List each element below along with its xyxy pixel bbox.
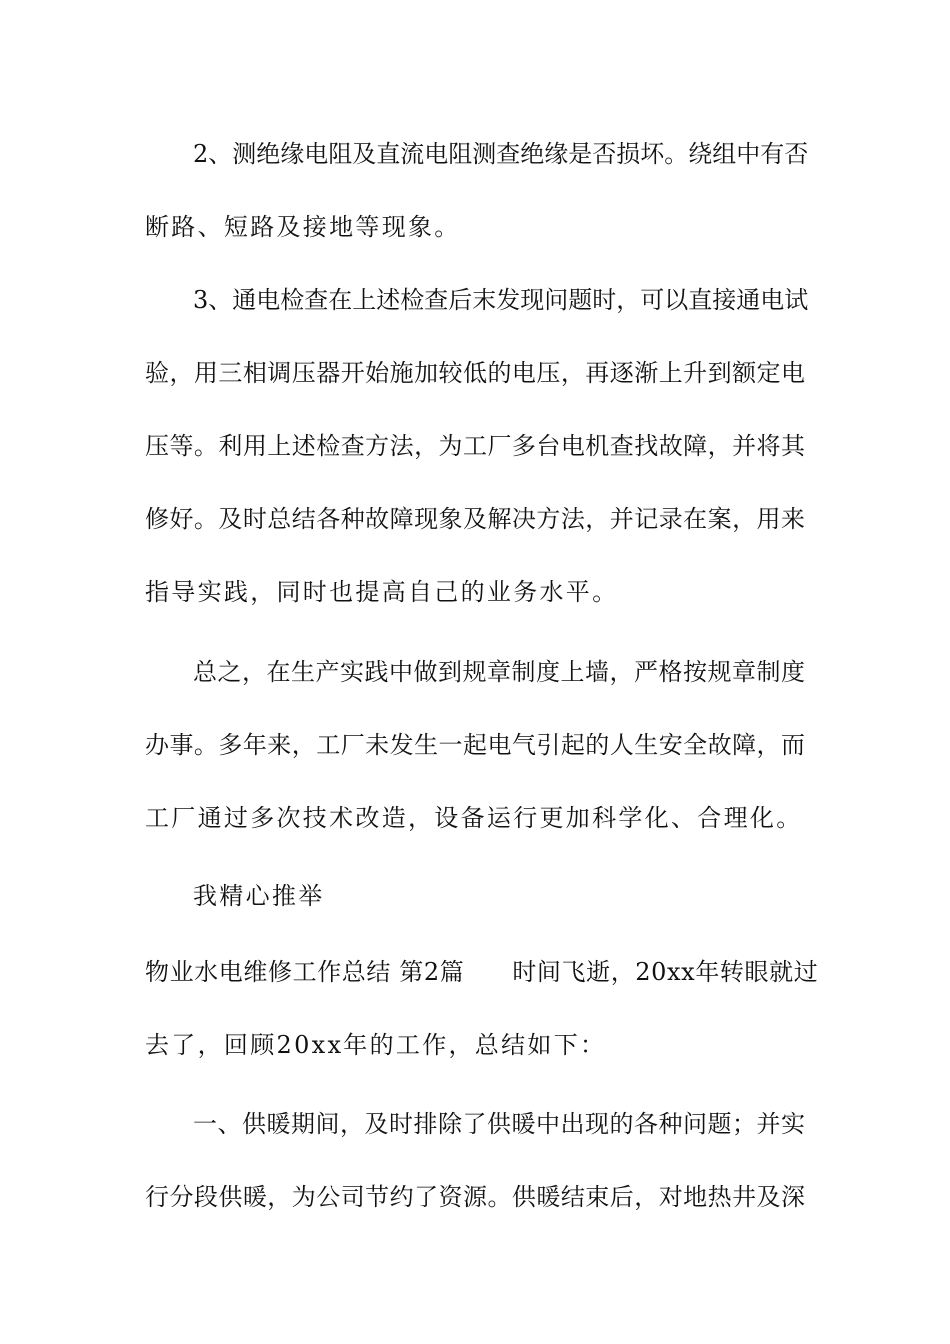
paragraph-line: 指导实践，同时也提高自己的业务水平。 [145, 578, 619, 606]
paragraph-line: 验，用三相调压器开始施加较低的电压，再逐渐上升到额定电 [145, 359, 805, 387]
paragraph-line: 3、通电检查在上述检查后末发现问题时，可以直接通电试 [193, 286, 809, 314]
paragraph-line: 我精心推举 [193, 882, 325, 910]
paragraph-line: 压等。利用上述检查方法，为工厂多台电机查找故障，并将其 [145, 432, 805, 460]
paragraph-line: 断路、短路及接地等现象。 [145, 213, 461, 241]
paragraph-line: 工厂通过多次技术改造，设备运行更加科学化、合理化。 [145, 804, 803, 832]
heading-line [145, 956, 819, 988]
article-heading: 物业水电维修工作总结 第2篇 [145, 958, 465, 986]
paragraph-line: 去了，回顾20xx年的工作，总结如下： [145, 1031, 607, 1059]
paragraph-text: 时间飞逝，20xx年转眼就过 [512, 958, 819, 986]
paragraph-line: 总之，在生产实践中做到规章制度上墙，严格按规章制度 [193, 658, 805, 686]
paragraph-line: 行分段供暖，为公司节约了资源。供暖结束后，对地热井及深 [145, 1183, 805, 1211]
paragraph-line: 一、供暖期间，及时排除了供暖中出现的各种问题；并实 [193, 1110, 805, 1138]
paragraph-line: 修好。及时总结各种故障现象及解决方法，并记录在案，用来 [145, 505, 805, 533]
paragraph-line: 2、测绝缘电阻及直流电阻测查绝缘是否损坏。绕组中有否 [193, 140, 809, 168]
paragraph-line: 办事。多年来，工厂未发生一起电气引起的人生安全故障，而 [145, 731, 805, 759]
